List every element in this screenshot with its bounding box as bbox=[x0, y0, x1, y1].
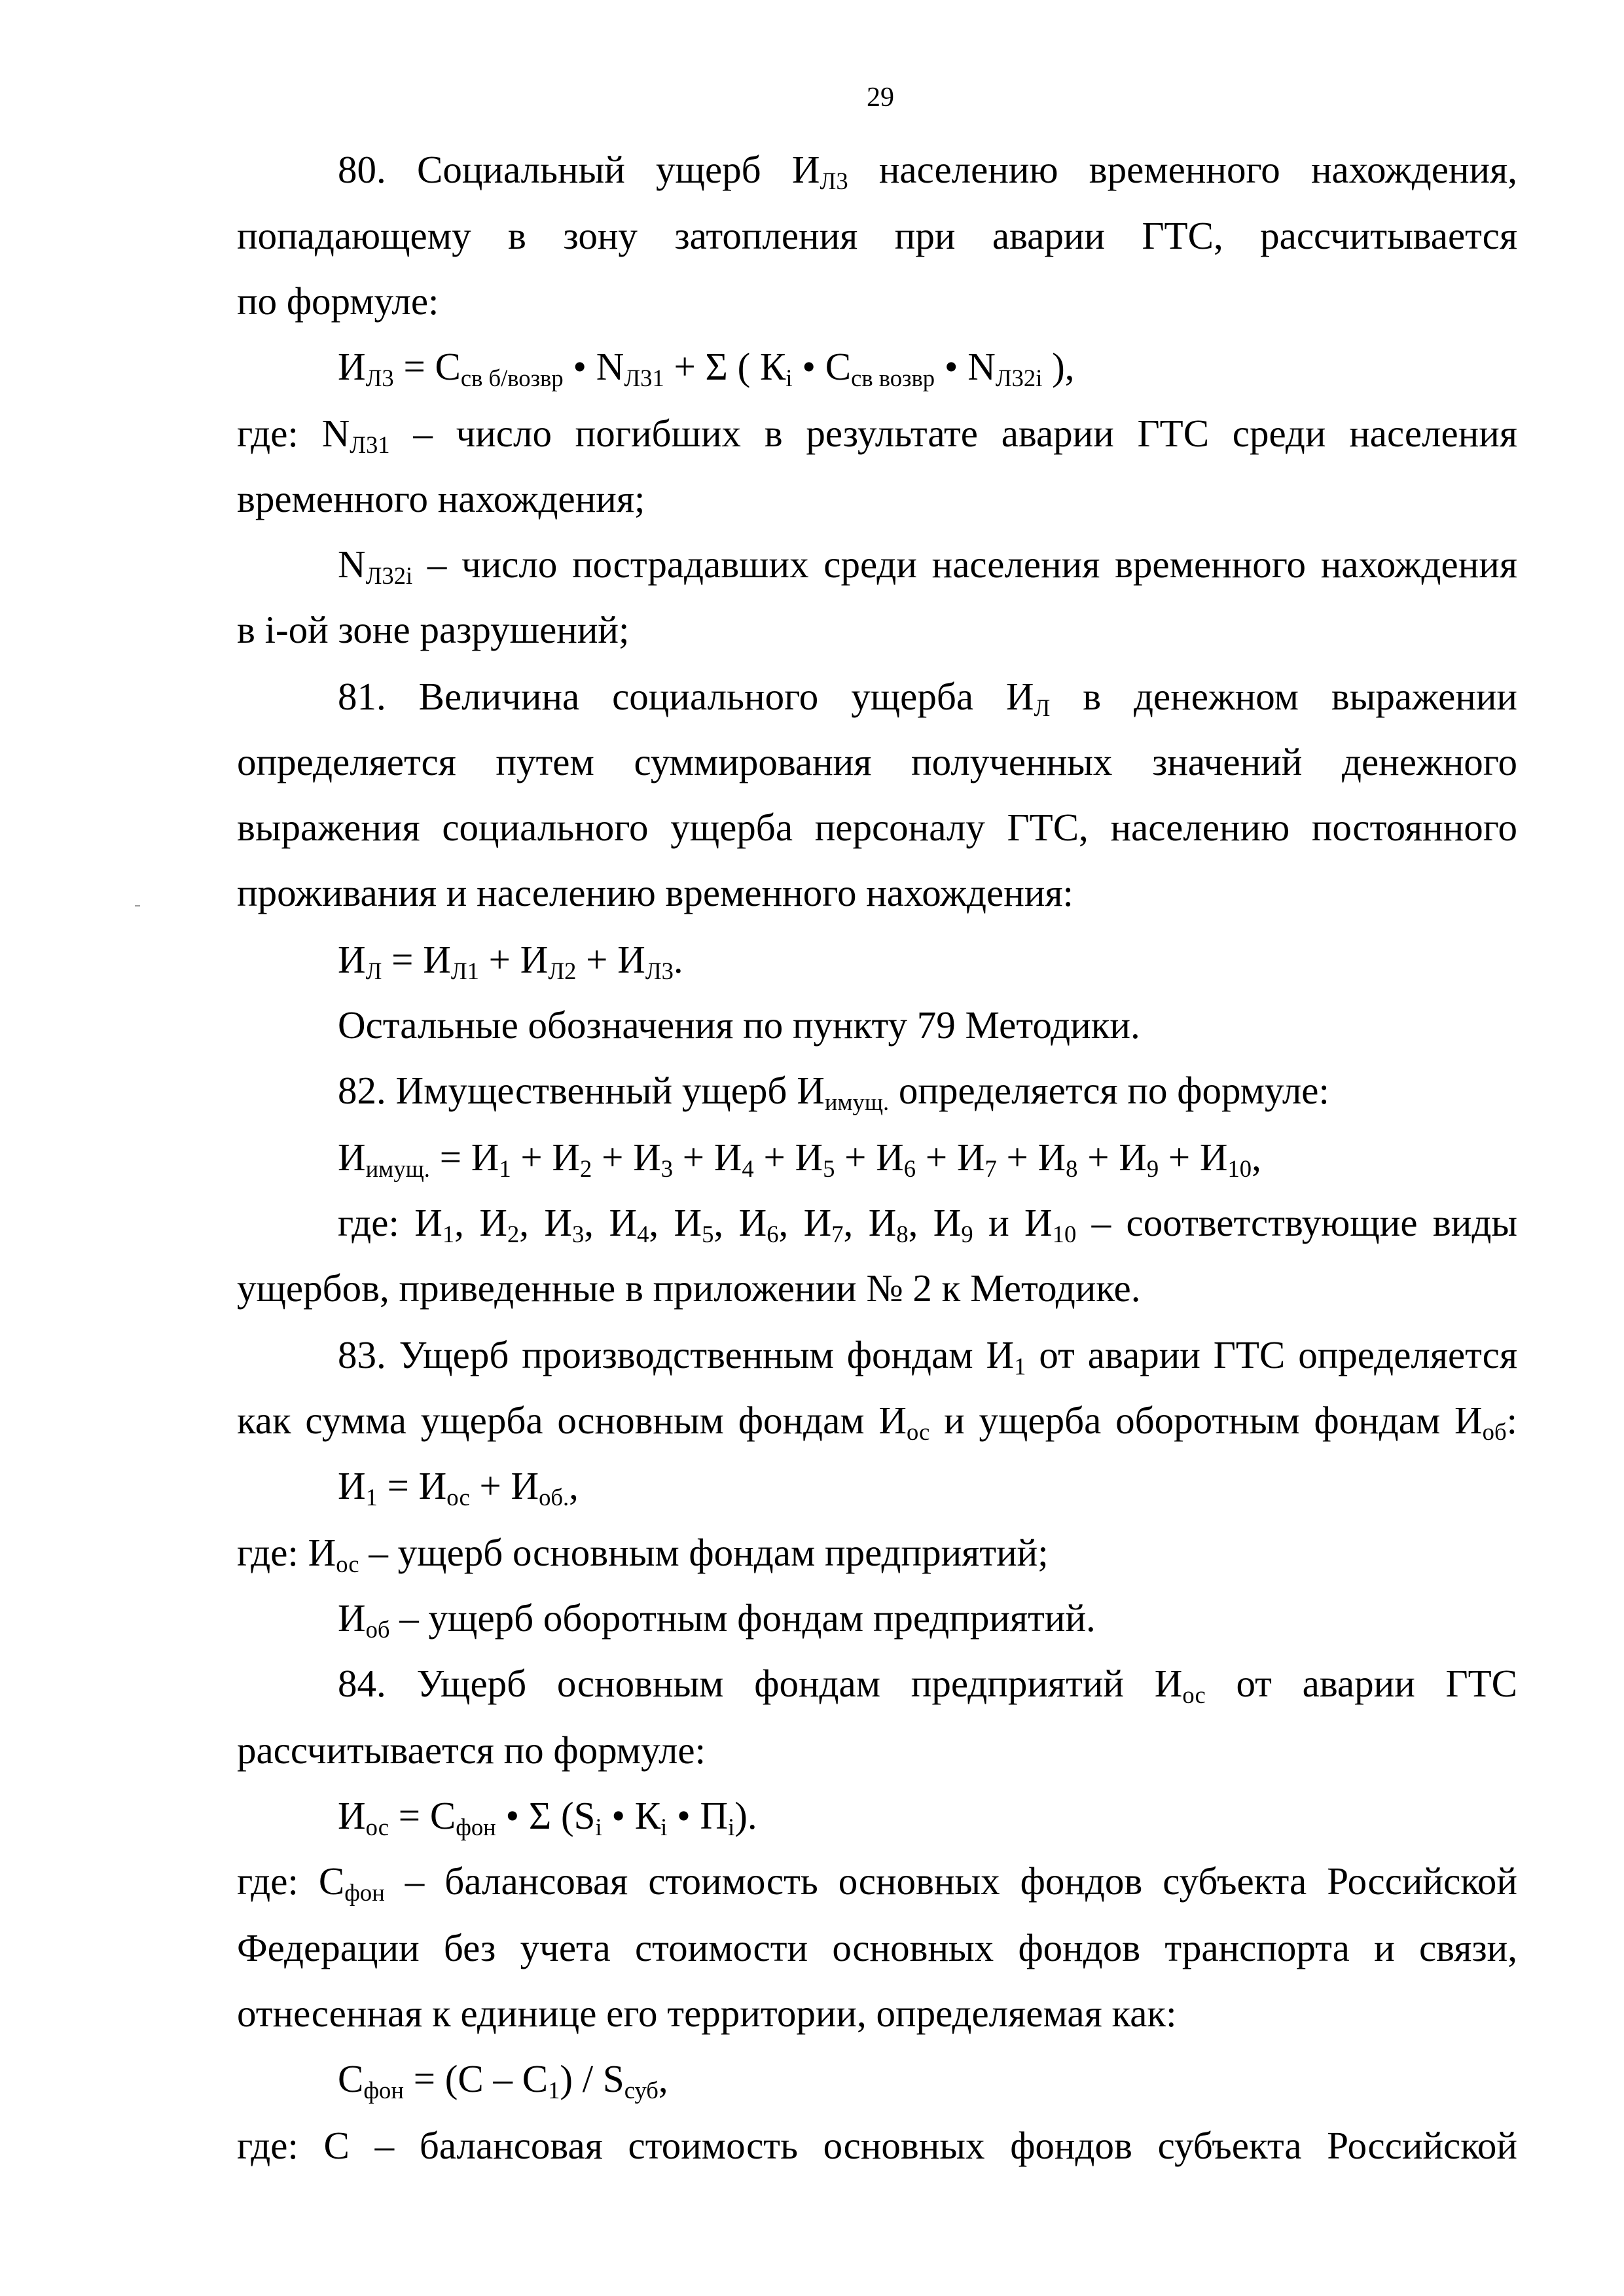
p80-line-2: попадающему в зону затопления при аварии ГТС, рассчитывается bbox=[237, 214, 1517, 257]
p84-last-line: где: С – балансовая стоимость основных фондов субъекта Российской bbox=[237, 2124, 1517, 2167]
p80-line-1: 80. Социальный ущерб $И_{Л3}$ населению временного нахождения, bbox=[338, 148, 1517, 195]
p82-line-1: 82. Имущественный ущерб $И_{имущ.}$ определяется по формуле: bbox=[338, 1069, 1329, 1116]
p84-where-2: Федерации без учета стоимости основных фондов транспорта и связи, bbox=[237, 1926, 1517, 1969]
p81-line-4: проживания и населению временного нахождения: bbox=[237, 871, 1074, 914]
p84-line-2: рассчитывается по формуле: bbox=[237, 1729, 706, 1772]
p80-where-3: $N_{Л32i}$ – число пострадавших среди населения временного нахождения bbox=[338, 543, 1517, 590]
p80-where-1: где: $N_{Л31}$ – число погибших в результате аварии ГТС среди населения bbox=[237, 412, 1517, 459]
scan-mark bbox=[135, 905, 140, 906]
formula-il3: $И_{Л3} = С_{св б/возвр}$ • $N_{Л31} + \Sigma$ ( $К_i$ • $С_{св возвр}$ • $N_{Л32i}$ ), bbox=[338, 345, 1075, 392]
p84-where-3: отнесенная к единице его территории, определяемая как: bbox=[237, 1992, 1177, 2035]
p81-line-3: выражения социального ущерба персоналу ГТС, населению постоянного bbox=[237, 806, 1517, 849]
p83-line-1: 83. Ущерб производственным фондам $И_1$ от аварии ГТС определяется bbox=[338, 1333, 1517, 1380]
p83-where-2: $И_{об}$ – ущерб оборотным фондам предприятий. bbox=[338, 1596, 1096, 1643]
p84-line-1: 84. Ущерб основным фондам предприятий $И_{ос}$ от аварии ГТС bbox=[338, 1662, 1517, 1709]
p82-where-1: где: $И_1$, $И_2$, $И_3$, $И_4$, $И_5$, $И_6$, $И_7$, $И_8$, $И_9$ и $И_{10}$ – соответствующие виды bbox=[338, 1201, 1518, 1248]
p81-note: Остальные обозначения по пункту 79 Методики. bbox=[338, 1003, 1140, 1047]
p81-line-1: 81. Величина социального ущерба $И_Л$ в денежном выражении bbox=[338, 675, 1517, 722]
p80-where-4: в i-ой зоне разрушений; bbox=[237, 608, 630, 651]
page-number: 29 bbox=[867, 82, 894, 113]
p83-where-1: где: $И_{ос}$ – ущерб основным фондам предприятий; bbox=[237, 1531, 1049, 1578]
p83-line-2: как сумма ущерба основным фондам $И_{ос}$ и ущерба оборотным фондам $И_{об}$: bbox=[237, 1399, 1517, 1446]
formula-il: $И_Л = И_{Л1} + И_{Л2} + И_{Л3}$. bbox=[338, 938, 683, 985]
p81-line-2: определяется путем суммирования полученных значений денежного bbox=[237, 740, 1517, 783]
formula-sfon: $С_{фон} = (С - С_1) / S_{суб}$, bbox=[338, 2057, 668, 2104]
p80-where-2: временного нахождения; bbox=[237, 477, 645, 520]
formula-iimush: $И_{имущ.} = И_1 + И_2 + И_3 + И_4 + И_5 + И_6 + И_7 + И_8 + И_9 + И_{10}$, bbox=[338, 1136, 1261, 1183]
p84-where-1: где: $С_{фон}$ – балансовая стоимость основных фондов субъекта Российской bbox=[237, 1859, 1517, 1907]
formula-ios: $И_{ос} = С_{фон}$ • Σ ($S_i$ • $К_i$ • $П_i$). bbox=[338, 1794, 757, 1841]
p80-line-3: по формуле: bbox=[237, 279, 439, 323]
p82-where-2: ущербов, приведенные в приложении № 2 к Методике. bbox=[237, 1266, 1141, 1310]
formula-i1: $И_1 = И_{ос} + И_{об.}$, bbox=[338, 1464, 579, 1511]
